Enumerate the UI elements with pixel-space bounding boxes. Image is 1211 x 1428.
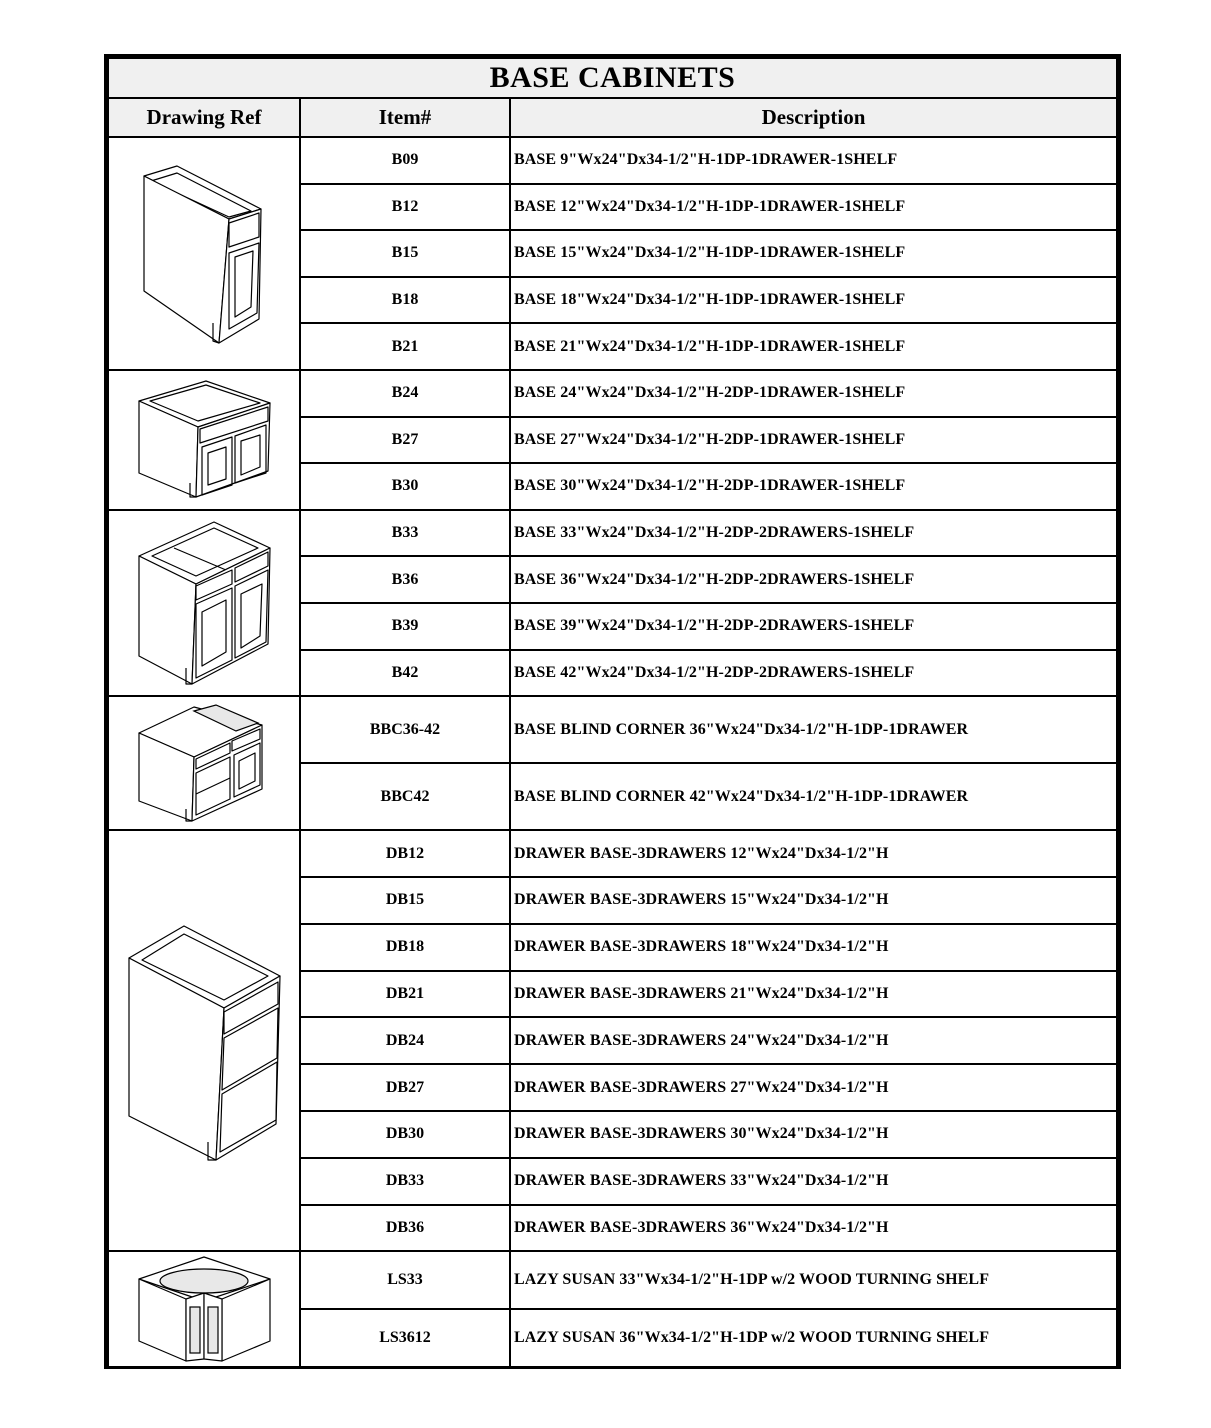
item-description: DRAWER BASE-3DRAWERS 21"Wx24"Dx34-1/2"H bbox=[510, 971, 1117, 1018]
table-row bbox=[108, 1251, 1117, 1309]
single-door-base-cabinet-icon bbox=[109, 161, 299, 346]
blind-corner-base-cabinet-icon bbox=[109, 701, 299, 826]
table-row bbox=[108, 830, 1117, 877]
item-number: B18 bbox=[300, 277, 510, 324]
item-description: DRAWER BASE-3DRAWERS 33"Wx24"Dx34-1/2"H bbox=[510, 1158, 1117, 1205]
drawing-ref-cell bbox=[108, 510, 300, 696]
title-row bbox=[108, 58, 1117, 98]
header-description: Description bbox=[510, 98, 1117, 137]
drawing-ref-cell bbox=[108, 1251, 300, 1367]
item-number: BBC36-42 bbox=[300, 696, 510, 763]
lazy-susan-corner-cabinet-icon bbox=[109, 1253, 299, 1365]
item-description: BASE 24"Wx24"Dx34-1/2"H-2DP-1DRAWER-1SHELF bbox=[510, 370, 1117, 417]
item-number: B12 bbox=[300, 184, 510, 231]
drawing-ref-cell bbox=[108, 137, 300, 370]
item-number: B30 bbox=[300, 463, 510, 510]
item-description: BASE 18"Wx24"Dx34-1/2"H-1DP-1DRAWER-1SHELF bbox=[510, 277, 1117, 324]
item-description: BASE 30"Wx24"Dx34-1/2"H-2DP-1DRAWER-1SHELF bbox=[510, 463, 1117, 510]
item-number: DB12 bbox=[300, 830, 510, 877]
item-description: LAZY SUSAN 33"Wx34-1/2"H-1DP w/2 WOOD TURNING SHELF bbox=[510, 1251, 1117, 1309]
item-number: DB27 bbox=[300, 1064, 510, 1111]
catalog-table bbox=[107, 57, 1118, 1368]
item-number: B39 bbox=[300, 603, 510, 650]
item-description: DRAWER BASE-3DRAWERS 15"Wx24"Dx34-1/2"H bbox=[510, 877, 1117, 924]
item-number: B15 bbox=[300, 230, 510, 277]
item-description: BASE 36"Wx24"Dx34-1/2"H-2DP-2DRAWERS-1SHELF bbox=[510, 556, 1117, 603]
item-description: LAZY SUSAN 36"Wx34-1/2"H-1DP w/2 WOOD TURNING SHELF bbox=[510, 1309, 1117, 1367]
table-row bbox=[108, 370, 1117, 417]
double-door-one-drawer-base-cabinet-icon bbox=[109, 377, 299, 502]
table-row bbox=[108, 137, 1117, 184]
drawing-ref-cell bbox=[108, 370, 300, 510]
item-number: B24 bbox=[300, 370, 510, 417]
item-description: BASE 9"Wx24"Dx34-1/2"H-1DP-1DRAWER-1SHELF bbox=[510, 137, 1117, 184]
item-number: LS3612 bbox=[300, 1309, 510, 1367]
item-description: BASE 33"Wx24"Dx34-1/2"H-2DP-2DRAWERS-1SHELF bbox=[510, 510, 1117, 557]
item-description: DRAWER BASE-3DRAWERS 36"Wx24"Dx34-1/2"H bbox=[510, 1205, 1117, 1252]
header-item-number: Item# bbox=[300, 98, 510, 137]
header-row bbox=[108, 98, 1117, 137]
item-description: BASE 21"Wx24"Dx34-1/2"H-1DP-1DRAWER-1SHELF bbox=[510, 323, 1117, 370]
item-number: BBC42 bbox=[300, 763, 510, 830]
item-number: DB24 bbox=[300, 1017, 510, 1064]
item-description: DRAWER BASE-3DRAWERS 18"Wx24"Dx34-1/2"H bbox=[510, 924, 1117, 971]
item-description: BASE 15"Wx24"Dx34-1/2"H-1DP-1DRAWER-1SHELF bbox=[510, 230, 1117, 277]
item-number: B27 bbox=[300, 417, 510, 464]
double-door-two-drawer-base-cabinet-icon bbox=[109, 518, 299, 688]
item-description: BASE BLIND CORNER 42"Wx24"Dx34-1/2"H-1DP-1DRAWER bbox=[510, 763, 1117, 830]
drawing-ref-cell bbox=[108, 696, 300, 830]
base-cabinets-catalog-table bbox=[104, 54, 1121, 1369]
table-row bbox=[108, 696, 1117, 763]
item-number: DB33 bbox=[300, 1158, 510, 1205]
header-drawing-ref: Drawing Ref bbox=[108, 98, 300, 137]
item-description: BASE 39"Wx24"Dx34-1/2"H-2DP-2DRAWERS-1SHELF bbox=[510, 603, 1117, 650]
item-description: BASE BLIND CORNER 36"Wx24"Dx34-1/2"H-1DP-1DRAWER bbox=[510, 696, 1117, 763]
item-number: B21 bbox=[300, 323, 510, 370]
item-description: DRAWER BASE-3DRAWERS 12"Wx24"Dx34-1/2"H bbox=[510, 830, 1117, 877]
item-description: DRAWER BASE-3DRAWERS 27"Wx24"Dx34-1/2"H bbox=[510, 1064, 1117, 1111]
item-number: DB36 bbox=[300, 1205, 510, 1252]
item-number: B36 bbox=[300, 556, 510, 603]
drawing-ref-cell bbox=[108, 830, 300, 1251]
item-number: DB15 bbox=[300, 877, 510, 924]
item-number: DB21 bbox=[300, 971, 510, 1018]
item-description: DRAWER BASE-3DRAWERS 30"Wx24"Dx34-1/2"H bbox=[510, 1111, 1117, 1158]
item-number: B09 bbox=[300, 137, 510, 184]
item-number: LS33 bbox=[300, 1251, 510, 1309]
item-number: DB18 bbox=[300, 924, 510, 971]
item-description: BASE 12"Wx24"Dx34-1/2"H-1DP-1DRAWER-1SHELF bbox=[510, 184, 1117, 231]
item-number: B33 bbox=[300, 510, 510, 557]
item-number: DB30 bbox=[300, 1111, 510, 1158]
item-description: BASE 42"Wx24"Dx34-1/2"H-2DP-2DRAWERS-1SHELF bbox=[510, 650, 1117, 697]
item-description: DRAWER BASE-3DRAWERS 24"Wx24"Dx34-1/2"H bbox=[510, 1017, 1117, 1064]
table-title: BASE CABINETS bbox=[108, 58, 1117, 98]
three-drawer-base-cabinet-icon bbox=[109, 920, 299, 1162]
item-number: B42 bbox=[300, 650, 510, 697]
table-row bbox=[108, 510, 1117, 557]
item-description: BASE 27"Wx24"Dx34-1/2"H-2DP-1DRAWER-1SHELF bbox=[510, 417, 1117, 464]
